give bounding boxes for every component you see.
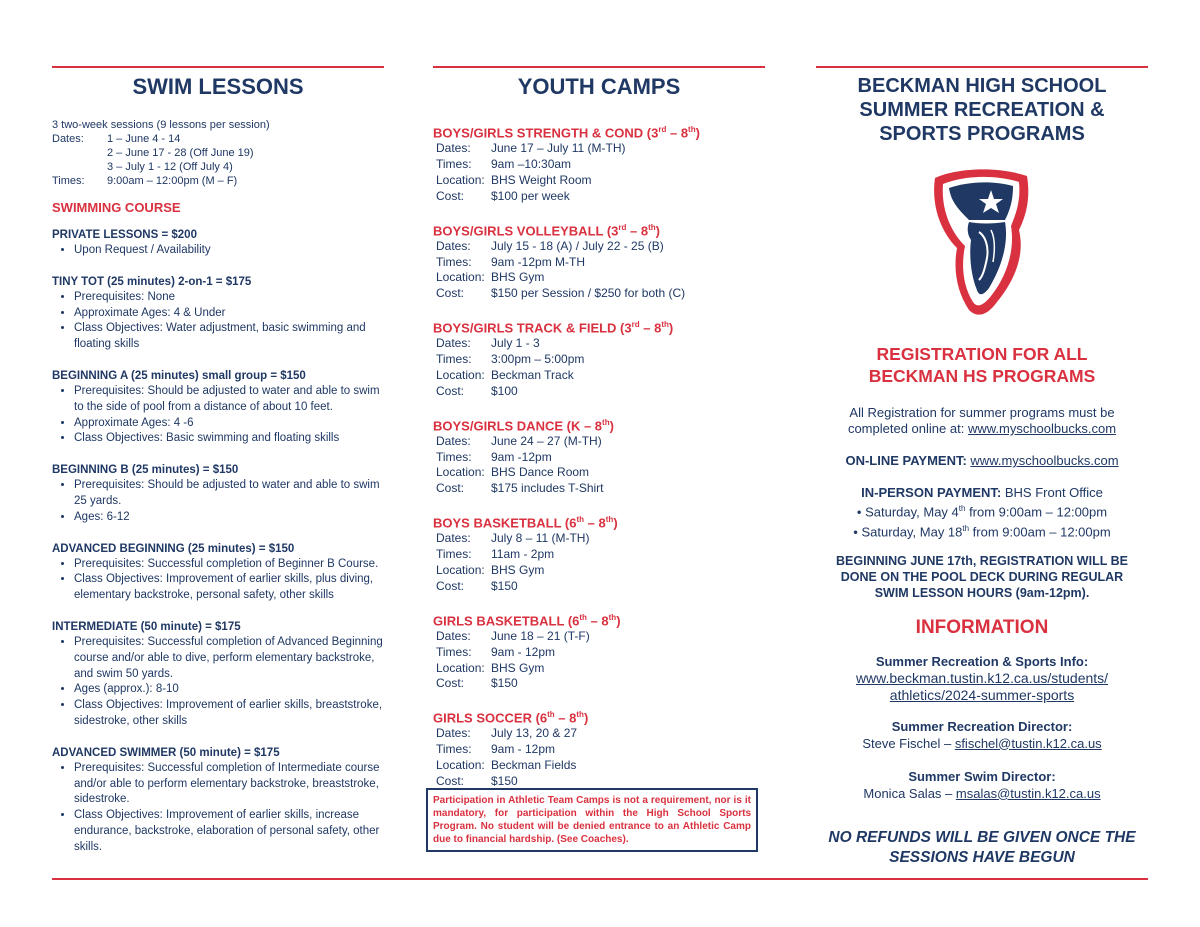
list-item: • Approximate Ages: 4 -6 xyxy=(74,416,384,432)
camp-title-part: th xyxy=(602,417,610,427)
registration-heading-line: BECKMAN HS PROGRAMS xyxy=(868,366,1096,386)
camp-dates-label: Dates: xyxy=(436,433,471,448)
camp-cost-value: $100 xyxy=(491,383,518,398)
sessions-text: 3 two-week sessions (9 lessons per session) xyxy=(52,119,270,131)
camp-title-part: ) xyxy=(609,417,614,433)
lesson-title: BEGINNING B (25 minutes) = $150 xyxy=(52,464,239,477)
list-item: • Upon Request / Availability xyxy=(74,243,384,259)
camp-entry xyxy=(433,122,765,205)
camp-dates-label: Dates: xyxy=(436,726,471,741)
camp-location-label: Location: xyxy=(436,465,485,480)
camp-times-value: 9am - 12pm xyxy=(491,644,556,659)
saturday-time: from 9:00am – 12:00pm xyxy=(965,504,1108,520)
camp-location-row xyxy=(436,465,765,481)
camp-title-part: ) xyxy=(616,612,621,628)
camp-times-row xyxy=(436,547,765,563)
column-top-rule xyxy=(816,66,1148,68)
camp-times-value: 11am - 2pm xyxy=(491,547,555,562)
camp-title-part: ) xyxy=(655,222,660,238)
session-date-2: 2 – June 17 - 28 (Off June 19) xyxy=(107,147,254,159)
no-refunds-notice xyxy=(816,828,1148,868)
camp-entry xyxy=(433,512,765,595)
camp-entry xyxy=(433,415,765,498)
camp-location-label: Location: xyxy=(436,562,485,577)
info-link-line[interactable]: athletics/2024-summer-sports xyxy=(889,686,1075,703)
camp-location-label: Location: xyxy=(436,270,485,285)
camp-cost-label: Cost: xyxy=(436,773,465,788)
list-item: • Prerequisites: None xyxy=(74,290,384,306)
camp-dates-value: June 24 – 27 (M-TH) xyxy=(491,433,602,448)
lesson-title: INTERMEDIATE (50 minute) = $175 xyxy=(52,620,241,633)
times-row xyxy=(52,174,384,188)
camp-cost-label: Cost: xyxy=(436,286,465,301)
camp-title-part: th xyxy=(661,320,669,330)
camp-dates-value: July 15 - 18 (A) / July 22 - 25 (B) xyxy=(491,238,664,253)
pool-deck-registration xyxy=(816,553,1148,601)
camp-location-value: BHS Gym xyxy=(491,270,545,285)
school-title xyxy=(816,74,1148,146)
registration-heading-line: REGISTRATION FOR ALL xyxy=(876,344,1088,364)
bullet-icon: • xyxy=(856,504,862,520)
dates-label: Dates: xyxy=(52,133,84,145)
camp-location-label: Location: xyxy=(436,660,485,675)
camp-location-value: BHS Dance Room xyxy=(491,465,590,480)
camp-times-label: Times: xyxy=(436,352,472,367)
camp-title-part: – 8 xyxy=(586,612,609,628)
swim-director-name: Monica Salas – xyxy=(863,785,956,801)
camp-times-value: 9am -12pm M-TH xyxy=(491,254,586,269)
lesson-title: TINY TOT (25 minutes) 2-on-1 = $175 xyxy=(52,275,252,288)
camp-title-part: rd xyxy=(618,222,627,232)
list-item: • Class Objectives: Improvement of earlier skills, breaststroke, sidestroke, other skills xyxy=(74,698,384,730)
camp-title-part: GIRLS BASKETBALL (6 xyxy=(433,612,580,628)
camp-title xyxy=(433,317,765,336)
lesson-details xyxy=(52,243,384,259)
list-item: • Ages (approx.): 8-10 xyxy=(74,682,384,698)
camp-location-value: Beckman Track xyxy=(491,367,574,382)
camp-cost-row xyxy=(436,579,765,595)
camp-cost-label: Cost: xyxy=(436,481,465,496)
camp-location-value: BHS Weight Room xyxy=(491,172,592,187)
lesson-title: BEGINNING A (25 minutes) small group = $150 xyxy=(52,369,306,382)
camp-dates-row xyxy=(436,726,765,742)
camp-dates-value: July 1 - 3 xyxy=(491,336,540,351)
registration-text-line: All Registration for summer programs must be xyxy=(849,405,1115,420)
camp-cost-row xyxy=(436,676,765,692)
camp-title xyxy=(433,512,765,531)
camp-dates-value: July 13, 20 & 27 xyxy=(491,726,578,741)
info-column xyxy=(816,66,1148,868)
camp-title-part: GIRLS SOCCER (6 xyxy=(433,710,548,726)
camp-title xyxy=(433,122,765,141)
camp-location-row xyxy=(436,563,765,579)
info-label: Summer Recreation & Sports Info: xyxy=(875,653,1089,669)
camp-cost-row xyxy=(436,189,765,205)
camp-title-part: ) xyxy=(583,710,589,726)
camp-dates-row xyxy=(436,239,765,255)
camp-times-label: Times: xyxy=(436,644,472,659)
patriot-logo-icon xyxy=(927,160,1037,320)
camp-dates-label: Dates: xyxy=(436,531,471,546)
times-value: 9:00am – 12:00pm (M – F) xyxy=(107,175,238,187)
online-payment xyxy=(816,453,1148,469)
camp-cost-value: $175 includes T-Shirt xyxy=(491,481,604,496)
camp-title-part: BOYS/GIRLS DANCE (K – 8 xyxy=(433,417,603,433)
list-item: • Prerequisites: Successful completion of Intermediate course and/or able to perform elementary backstroke, breaststroke, sidestroke. xyxy=(74,761,384,808)
camp-cost-label: Cost: xyxy=(436,383,465,398)
list-item: • Prerequisites: Successful completion of Beginner B Course. xyxy=(74,557,384,573)
camp-cost-label: Cost: xyxy=(436,676,465,691)
camp-times-value: 9am - 12pm xyxy=(491,742,556,757)
camp-cost-row xyxy=(436,384,765,400)
school-title-line: SUMMER RECREATION & xyxy=(859,99,1105,121)
camp-times-row xyxy=(436,157,765,173)
lesson-details xyxy=(52,761,384,856)
saturday-date-1 xyxy=(816,501,1148,521)
lesson-details xyxy=(52,290,384,353)
camp-times-value: 9am -12pm xyxy=(491,449,552,464)
camp-title-part: th xyxy=(576,515,585,525)
camp-title-part: rd xyxy=(631,320,640,330)
camp-dates-value: June 18 – 21 (T-F) xyxy=(491,628,590,643)
camp-times-label: Times: xyxy=(436,547,472,562)
camp-dates-label: Dates: xyxy=(436,141,471,156)
camp-dates-label: Dates: xyxy=(436,238,471,253)
list-item: • Class Objectives: Basic swimming and floating skills xyxy=(74,431,384,447)
camp-dates-row xyxy=(436,336,765,352)
session-date-3: 3 – July 1 - 12 (Off July 4) xyxy=(107,161,233,173)
no-refunds-line: SESSIONS HAVE BEGUN xyxy=(889,848,1075,866)
camp-cost-label: Cost: xyxy=(436,188,465,203)
camp-dates-value: July 8 – 11 (M-TH) xyxy=(491,531,590,546)
camp-times-row xyxy=(436,645,765,661)
camp-cost-value: $150 xyxy=(491,578,518,593)
bottom-rule xyxy=(52,878,1148,880)
ordinal-suffix: th xyxy=(962,523,970,533)
lesson-title: ADVANCED BEGINNING (25 minutes) = $150 xyxy=(52,542,295,555)
column-top-rule xyxy=(52,66,384,68)
camp-times-label: Times: xyxy=(436,742,472,757)
camp-title-part: th xyxy=(576,710,584,720)
camp-title xyxy=(433,610,765,629)
camp-title-part: th xyxy=(547,710,555,720)
camp-title-part: – 8 xyxy=(584,515,606,531)
camp-location-row xyxy=(436,758,765,774)
myschoolbucks-link[interactable]: www.myschoolbucks.com xyxy=(967,421,1117,436)
camp-title-part: th xyxy=(608,612,617,622)
camp-location-value: BHS Gym xyxy=(491,660,545,675)
saturday-time: from 9:00am – 12:00pm xyxy=(969,524,1111,540)
online-payment-link[interactable]: www.myschoolbucks.com xyxy=(970,453,1119,468)
inperson-payment-value: BHS Front Office xyxy=(1004,485,1103,500)
ordinal-suffix: th xyxy=(958,504,966,513)
camp-dates-label: Dates: xyxy=(436,336,471,351)
camp-cost-value: $100 per week xyxy=(491,188,570,203)
bullet-icon: • xyxy=(853,524,858,540)
camp-title-part: – 8 xyxy=(639,320,662,336)
list-item: • Class Objectives: Improvement of earlier skills, increase endurance, backstroke, elaboration of personal safety, other skills. xyxy=(74,808,384,855)
dates-row xyxy=(52,132,384,146)
camp-title-part: th xyxy=(648,222,656,232)
swim-lessons-title: SWIM LESSONS xyxy=(132,74,304,99)
session-date-1: 1 – June 4 - 14 xyxy=(107,133,181,145)
camp-location-row xyxy=(436,270,765,286)
camp-cost-row xyxy=(436,481,765,497)
lesson-details xyxy=(52,478,384,525)
camp-title-part: – 8 xyxy=(626,222,649,238)
swim-intro xyxy=(52,118,384,188)
camp-dates-row xyxy=(436,141,765,157)
camp-title-part: – 8 xyxy=(554,710,577,726)
swim-director-email-link[interactable]: msalas@tustin.k12.ca.us xyxy=(955,785,1101,801)
camp-entry xyxy=(433,317,765,400)
lesson-title: ADVANCED SWIMMER (50 minute) = $175 xyxy=(52,746,280,759)
camp-location-value: Beckman Fields xyxy=(491,758,577,773)
saturday-date-2 xyxy=(816,521,1148,541)
camp-times-label: Times: xyxy=(436,449,472,464)
list-item: • Prerequisites: Successful completion of Advanced Beginning course and/or able to dive, perform elementary backstroke, and swim 50 yards. xyxy=(74,635,384,682)
camp-cost-value: $150 xyxy=(491,676,518,691)
camp-times-label: Times: xyxy=(436,157,472,172)
youth-camps-column xyxy=(433,66,765,845)
camp-title-part: ) xyxy=(668,320,674,336)
participation-note: Participation in Athletic Team Camps is not a requirement, nor is it mandatory, for participation within the High School Sports Program. No student will be denied entrance to an Athletic Camp due to financial hardship. (See Coaches). xyxy=(426,788,758,852)
info-link[interactable] xyxy=(816,670,1148,704)
pool-deck-line: SWIM LESSON HOURS (9am-12pm). xyxy=(874,585,1090,600)
camp-dates-row xyxy=(436,629,765,645)
camp-entry xyxy=(433,610,765,693)
camp-cost-value: $150 xyxy=(491,773,518,788)
camp-entry xyxy=(433,707,765,790)
pool-deck-line: BEGINNING JUNE 17th, REGISTRATION WILL BE xyxy=(836,553,1128,568)
lesson-details xyxy=(52,384,384,447)
camp-times-row xyxy=(436,742,765,758)
info-link-line[interactable]: www.beckman.tustin.k12.ca.us/students/ xyxy=(855,669,1109,686)
camp-times-value: 3:00pm – 5:00pm xyxy=(491,352,585,367)
swim-lessons-column xyxy=(52,66,384,856)
saturday-text: Saturday, May 18 xyxy=(861,524,963,540)
lesson-details xyxy=(52,635,384,730)
camps-list xyxy=(433,122,765,790)
school-title-line: SPORTS PROGRAMS xyxy=(879,123,1085,145)
registration-heading xyxy=(816,343,1148,387)
camp-cost-row xyxy=(436,286,765,302)
swim-director-label: Summer Swim Director: xyxy=(908,768,1056,784)
list-item: • Approximate Ages: 4 & Under xyxy=(74,306,384,322)
column-top-rule xyxy=(433,66,765,68)
camp-location-label: Location: xyxy=(436,758,485,773)
camp-title-part: th xyxy=(605,515,614,525)
camp-title-part: BOYS/GIRLS VOLLEYBALL (3 xyxy=(433,222,619,238)
camp-location-label: Location: xyxy=(436,367,485,382)
camp-dates-label: Dates: xyxy=(436,628,471,643)
camp-times-value: 9am –10:30am xyxy=(491,157,572,172)
camp-location-row xyxy=(436,368,765,384)
online-payment-label: ON-LINE PAYMENT: xyxy=(845,453,967,468)
swim-director-contact xyxy=(816,785,1148,802)
camp-location-label: Location: xyxy=(436,172,485,187)
dates-row xyxy=(52,146,384,160)
camp-times-row xyxy=(436,255,765,271)
camp-title-part: – 8 xyxy=(666,125,689,141)
camp-title-part: ) xyxy=(695,125,700,141)
camp-cost-value: $150 per Session / $250 for both (C) xyxy=(491,286,686,301)
camp-times-row xyxy=(436,450,765,466)
camp-entry xyxy=(433,220,765,303)
camp-title-part: th xyxy=(688,125,696,134)
director-contact xyxy=(816,735,1148,752)
camp-cost-label: Cost: xyxy=(436,578,465,593)
youth-camps-title: YOUTH CAMPS xyxy=(517,74,681,99)
camp-title-part: rd xyxy=(658,125,667,134)
camp-location-value: BHS Gym xyxy=(491,562,545,577)
list-item: • Prerequisites: Should be adjusted to water and able to swim 25 yards. xyxy=(74,478,384,510)
inperson-payment-label: IN-PERSON PAYMENT: xyxy=(861,485,1002,500)
dates-row xyxy=(52,160,384,174)
registration-text xyxy=(816,405,1148,437)
camp-times-label: Times: xyxy=(436,254,472,269)
information-heading: INFORMATION xyxy=(915,616,1049,638)
director-email-link[interactable]: sfischel@tustin.k12.ca.us xyxy=(954,735,1102,751)
pool-deck-line: DONE ON THE POOL DECK DURING REGULAR xyxy=(840,569,1124,584)
camp-location-row xyxy=(436,661,765,677)
camp-title-part: BOYS/GIRLS STRENGTH & COND (3 xyxy=(433,125,659,141)
saturday-text: Saturday, May 4 xyxy=(865,504,959,520)
inperson-payment xyxy=(816,485,1148,501)
school-title-line: BECKMAN HIGH SCHOOL xyxy=(857,75,1107,97)
camp-title xyxy=(433,220,765,239)
lesson-details xyxy=(52,557,384,604)
camp-title xyxy=(433,415,765,434)
list-item: • Class Objectives: Water adjustment, basic swimming and floating skills xyxy=(74,321,384,353)
director-name: Steve Fischel – xyxy=(862,735,955,751)
camp-title-part: BOYS BASKETBALL (6 xyxy=(433,515,577,531)
lessons-list xyxy=(52,229,384,856)
registration-text-line: completed online at: xyxy=(847,421,965,436)
times-label: Times: xyxy=(52,175,85,187)
lesson-title: PRIVATE LESSONS = $200 xyxy=(52,229,197,241)
camp-title xyxy=(433,707,765,726)
camp-times-row xyxy=(436,352,765,368)
camp-title-part: th xyxy=(579,612,587,622)
list-item: • Prerequisites: Should be adjusted to water and able to swim to the side of pool from a distance of about 10 feet. xyxy=(74,384,384,416)
camp-dates-value: June 17 – July 11 (M-TH) xyxy=(491,141,626,156)
no-refunds-line: NO REFUNDS WILL BE GIVEN ONCE THE xyxy=(828,828,1136,846)
camp-title-part: ) xyxy=(613,515,618,531)
camp-dates-row xyxy=(436,434,765,450)
swimming-course-heading: SWIMMING COURSE xyxy=(52,200,181,215)
director-label: Summer Recreation Director: xyxy=(891,718,1073,734)
camp-location-row xyxy=(436,173,765,189)
camp-dates-row xyxy=(436,531,765,547)
list-item: • Class Objectives: Improvement of earlier skills, plus diving, elementary backstroke, personal safety, other skills xyxy=(74,572,384,604)
list-item: • Ages: 6-12 xyxy=(74,510,384,526)
camp-title-part: BOYS/GIRLS TRACK & FIELD (3 xyxy=(433,320,632,336)
